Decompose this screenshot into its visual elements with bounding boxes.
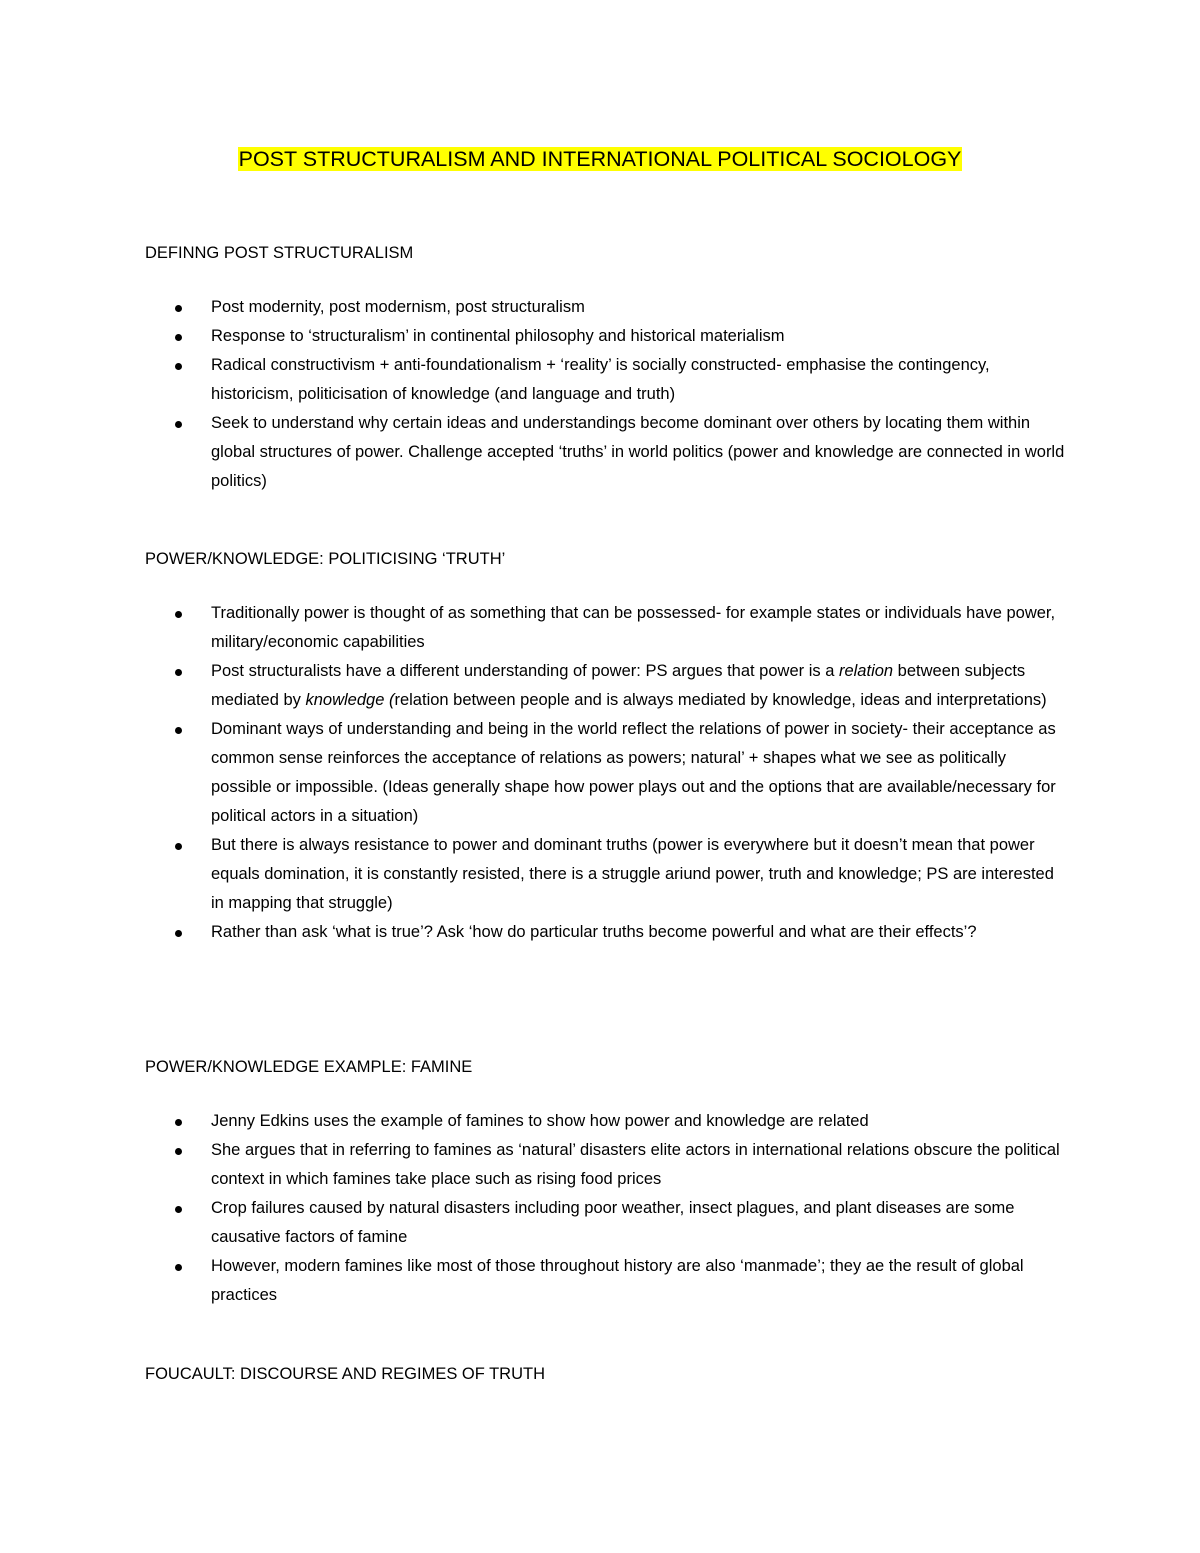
bullet-icon [175, 421, 182, 428]
list-item-text: Seek to understand why certain ideas and understandings become dominant over others by locating them within global structures of power. Challenge accepted ‘truths’ in world politics (power and knowledge are connected in world politics) [211, 414, 1065, 490]
bullet-icon [175, 930, 182, 937]
section-heading: POWER/KNOWLEDGE EXAMPLE: FAMINE [145, 1058, 473, 1076]
list-item-text: Rather than ask ‘what is true’? Ask ‘how do particular truths become powerful and what are their effects’? [211, 923, 977, 941]
list-item [145, 351, 1065, 409]
list-item [145, 831, 1065, 918]
section-power-knowledge [145, 548, 1065, 947]
list-item [145, 322, 1065, 351]
section-heading: POWER/KNOWLEDGE: POLITICISING ‘TRUTH’ [145, 550, 506, 568]
bullet-icon [175, 727, 182, 734]
bullet-icon [175, 1148, 182, 1155]
list-item-text: However, modern famines like most of those throughout history are also ‘manmade’; they ae the result of global practices [211, 1257, 1024, 1304]
section-heading: FOUCAULT: DISCOURSE AND REGIMES OF TRUTH [145, 1365, 546, 1383]
bullet-list [145, 293, 1065, 496]
list-item-text: Radical constructivism + anti-foundationalism + ‘reality’ is socially constructed- emphasise the contingency, historicism, politicisation of knowledge (and language and truth) [211, 356, 990, 403]
list-item [145, 1107, 1065, 1136]
list-item-text [211, 662, 1047, 709]
section-famine-example [145, 1056, 1065, 1310]
bullet-icon [175, 1206, 182, 1213]
bullet-icon [175, 334, 182, 341]
bullet-icon [175, 1119, 182, 1126]
document-title-text: POST STRUCTURALISM AND INTERNATIONAL POLITICAL SOCIOLOGY [238, 147, 962, 171]
list-item [145, 409, 1065, 496]
bullet-icon [175, 843, 182, 850]
bullet-icon [175, 363, 182, 370]
text-run: relation between people and is always mediated by knowledge, ideas and interpretations) [394, 691, 1047, 709]
list-item [145, 657, 1065, 715]
list-item [145, 1194, 1065, 1252]
list-item-text: Traditionally power is thought of as something that can be possessed- for example states or individuals have power, military/economic capabilities [211, 604, 1056, 651]
list-item-text: Crop failures caused by natural disasters including poor weather, insect plagues, and plant diseases are some causative factors of famine [211, 1199, 1015, 1246]
bullet-list [145, 1107, 1065, 1310]
bullet-list [145, 599, 1065, 947]
bullet-icon [175, 1264, 182, 1271]
list-item [145, 293, 1065, 322]
section-defining-post-structuralism [145, 242, 1065, 496]
bullet-icon [175, 611, 182, 618]
list-item [145, 1136, 1065, 1194]
document-title [0, 144, 1200, 174]
text-run: between subjects mediated by [211, 662, 1026, 709]
list-item [145, 918, 1065, 947]
list-item-text: Dominant ways of understanding and being in the world reflect the relations of power in society- their acceptance as common sense reinforces the acceptance of relations as powers; natural’ + shapes what we see as politically possible or impossible. (Ideas generally shape how power plays out and the options that are available/necessary for political actors in a situation) [211, 720, 1056, 825]
bullet-icon [175, 305, 182, 312]
list-item-text: Response to ‘structuralism’ in continental philosophy and historical materialism [211, 327, 785, 345]
section-heading: DEFINNG POST STRUCTURALISM [145, 244, 414, 262]
emphasis-relation: relation [838, 662, 894, 680]
list-item [145, 599, 1065, 657]
section-foucault [145, 1363, 1065, 1414]
list-item-text: She argues that in referring to famines as ‘natural’ disasters elite actors in international relations obscure the political context in which famines take place such as rising food prices [211, 1141, 1060, 1188]
list-item [145, 715, 1065, 831]
list-item-text: Post modernity, post modernism, post structuralism [211, 298, 585, 316]
list-item-text: Jenny Edkins uses the example of famines to show how power and knowledge are related [211, 1112, 869, 1130]
emphasis-knowledge: knowledge ( [305, 691, 395, 709]
list-item-text: But there is always resistance to power and dominant truths (power is everywhere but it doesn’t mean that power equals domination, it is constantly resisted, there is a struggle ariund power, truth and knowledge; PS are interested in mapping that struggle) [211, 836, 1054, 912]
bullet-icon [175, 669, 182, 676]
text-run: Post structuralists have a different understanding of power: PS argues that power is a [211, 662, 839, 680]
list-item [145, 1252, 1065, 1310]
